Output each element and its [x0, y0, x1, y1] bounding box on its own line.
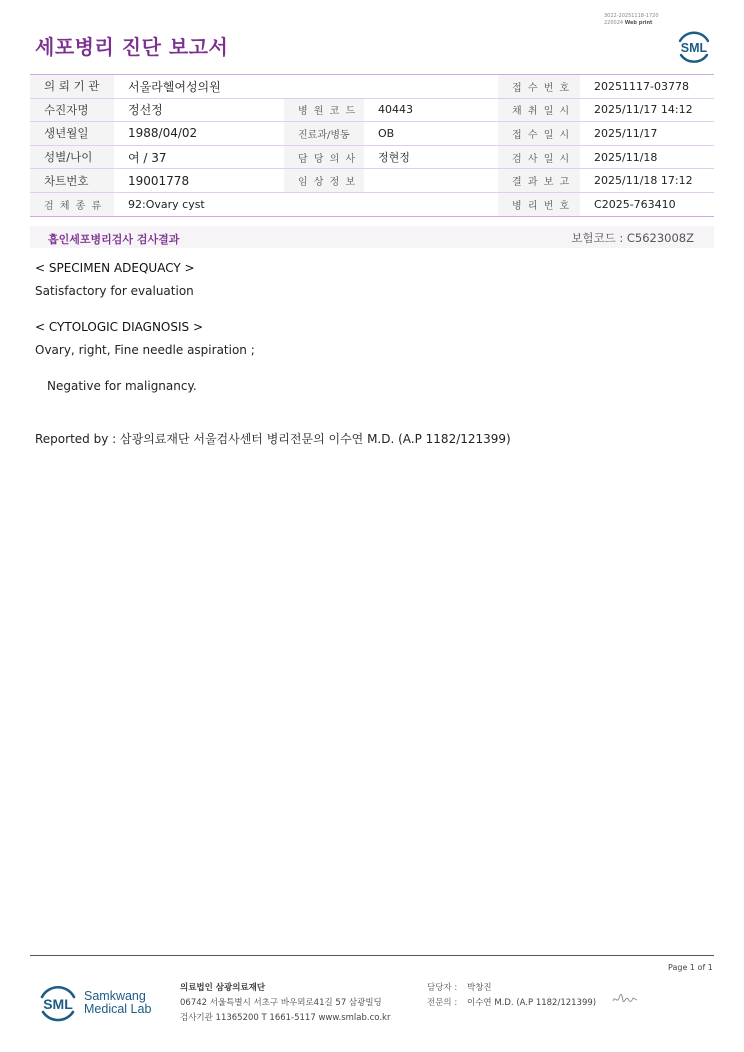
table-row [30, 145, 714, 169]
physician-value: 정현정 [364, 145, 498, 169]
brand-name [84, 990, 151, 1016]
table-row [30, 169, 714, 193]
specimen-type-label: 검 체 종 류 [30, 192, 114, 216]
patient-name-label: 수진자명 [30, 98, 114, 122]
reported-by: Reported by : 삼광의료재단 서울검사센터 병리전문의 이수연 M.D. (A.P 1182/121399) [35, 432, 511, 446]
section-title: 흡인세포병리검사 검사결과 [48, 233, 180, 246]
collection-datetime-label: 채 취 일 시 [498, 98, 580, 122]
sml-logo-icon [674, 26, 714, 66]
staff-label: 담당자 : [427, 983, 458, 993]
birth-date-label: 생년월일 [30, 122, 114, 146]
adequacy-header: < SPECIMEN ADEQUACY > [35, 261, 195, 275]
footer-logo-text: SML [43, 996, 73, 1012]
pathology-no-label: 병 리 번 호 [498, 192, 580, 216]
adequacy-text: Satisfactory for evaluation [35, 284, 194, 298]
exam-date-label: 검 사 일 시 [498, 145, 580, 169]
hospital-code-value: 40443 [364, 98, 498, 122]
table-row [30, 122, 714, 146]
department-value: OB [364, 122, 498, 146]
sml-footer-logo-icon [36, 980, 80, 1026]
received-date-value: 2025/11/17 [580, 122, 714, 146]
patient-info-table [30, 74, 714, 217]
collection-datetime-value: 2025/11/17 14:12 [580, 98, 714, 122]
staff-value: 박창진 [467, 983, 492, 993]
page-number: Page 1 of 1 [668, 963, 713, 972]
accession-no-label: 접 수 번 호 [498, 75, 580, 99]
brand-line1: Samkwang [84, 989, 146, 1003]
specimen-type-value: 92:Ovary cyst [114, 192, 498, 216]
footer-org-name: 의료법인 삼광의료재단 [180, 983, 266, 993]
department-label: 진료과/병동 [284, 122, 364, 146]
diagnosis-header: < CYTOLOGIC DIAGNOSIS > [35, 320, 204, 334]
logo-text: SML [680, 41, 708, 55]
requesting-institution-value: 서울라헬여성의원 [114, 75, 498, 99]
signature-image [611, 992, 639, 1006]
received-date-label: 접 수 일 시 [498, 122, 580, 146]
result-section-bar [30, 226, 714, 248]
sex-age-label: 성별/나이 [30, 145, 114, 169]
footer-address: 06742 서울특별시 서초구 바우뫼로41길 57 삼광빌딩 [180, 998, 382, 1008]
diagnosis-result: Negative for malignancy. [47, 379, 197, 393]
physician-label: 담 당 의 사 [284, 145, 364, 169]
sex-age-value: 여 / 37 [114, 145, 284, 169]
exam-date-value: 2025/11/18 [580, 145, 714, 169]
hospital-code-label: 병 원 코 드 [284, 98, 364, 122]
clinical-info-value [364, 169, 498, 193]
print-stamp-line2: 220024 [604, 19, 624, 26]
print-stamp-line1: 3022-20251118-1720 [604, 13, 659, 19]
table-row [30, 98, 714, 122]
print-stamp [604, 13, 659, 26]
web-print-label: Web print [624, 19, 653, 26]
specialist-label: 전문의 : [427, 998, 458, 1008]
patient-name-value: 정선정 [114, 98, 284, 122]
birth-date-value: 1988/04/02 [114, 122, 284, 146]
insurance-code: 보험코드 : C5623008Z [571, 231, 694, 245]
report-datetime-value: 2025/11/18 17:12 [580, 169, 714, 193]
diagnosis-site: Ovary, right, Fine needle aspiration ; [35, 343, 255, 357]
report-datetime-label: 결 과 보 고 [498, 169, 580, 193]
chart-no-value: 19001778 [114, 169, 284, 193]
clinical-info-label: 임 상 정 보 [284, 169, 364, 193]
brand-line2: Medical Lab [84, 1002, 152, 1016]
specialist-value: 이수연 M.D. (A.P 1182/121399) [467, 998, 597, 1008]
table-row [30, 192, 714, 216]
pathology-no-value: C2025-763410 [580, 192, 714, 216]
page-title: 세포병리 진단 보고서 [35, 35, 229, 59]
footer-registration: 검사기관 11365200 T 1661-5117 www.smlab.co.kr [180, 1013, 391, 1023]
footer-divider [30, 955, 714, 956]
requesting-institution-label: 의 뢰 기 관 [30, 75, 114, 99]
table-row [30, 75, 714, 99]
accession-no-value: 20251117-03778 [580, 75, 714, 99]
chart-no-label: 차트번호 [30, 169, 114, 193]
